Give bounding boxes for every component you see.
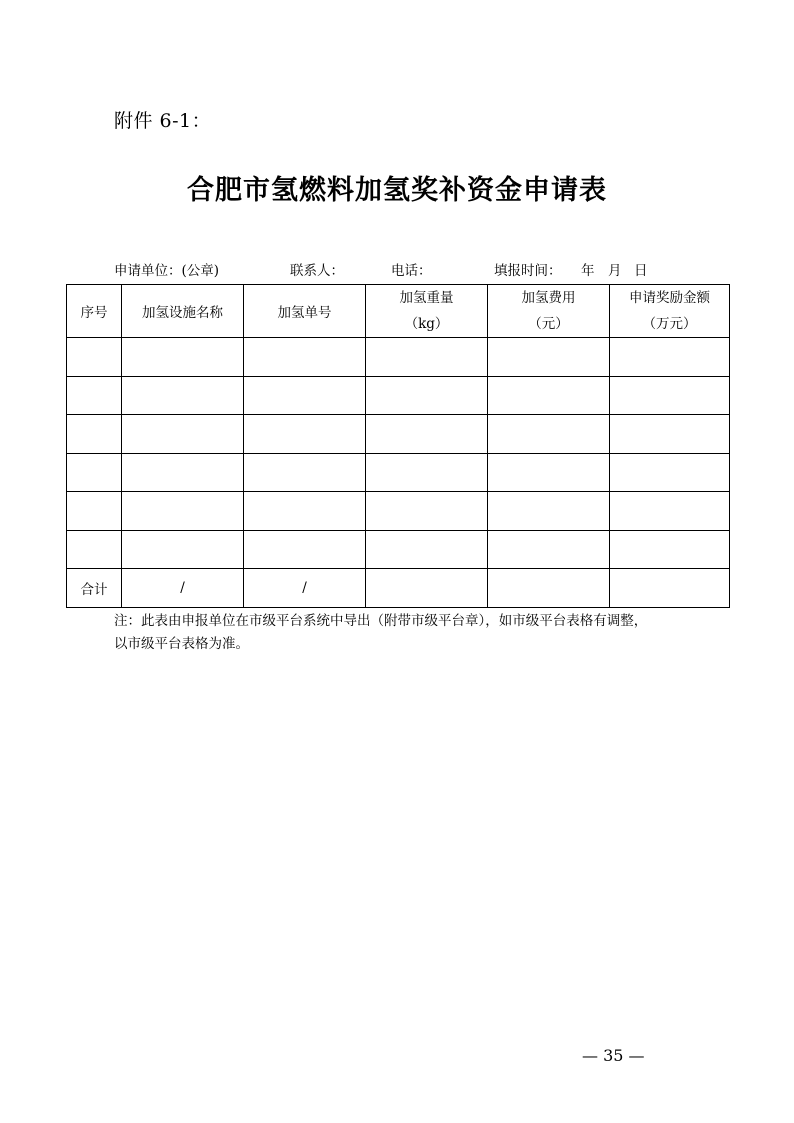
cell-seq[interactable] <box>67 492 122 531</box>
cell-seq[interactable] <box>67 530 122 569</box>
cell-amount[interactable] <box>610 453 730 492</box>
header-weight-unit: （kg） <box>404 316 449 332</box>
cell-facility-name[interactable] <box>122 376 244 415</box>
cell-cost[interactable] <box>488 376 610 415</box>
footnote-line-1: 注：此表由申报单位在市级平台系统中导出（附带市级平台章），如市级平台表格有调整， <box>114 613 648 629</box>
cell-order-no[interactable] <box>244 492 366 531</box>
page-number: — 35 — <box>582 1046 645 1065</box>
table-header-row <box>67 285 730 338</box>
cell-amount[interactable] <box>610 376 730 415</box>
table-row <box>67 453 730 492</box>
cell-amount[interactable] <box>610 492 730 531</box>
total-label: 合计 <box>67 569 122 608</box>
applicant-info-row <box>0 259 794 279</box>
cell-weight[interactable] <box>366 492 488 531</box>
cell-amount[interactable] <box>610 338 730 377</box>
header-facility-name: 加氢设施名称 <box>122 285 244 338</box>
header-amount-unit: （万元） <box>642 316 697 332</box>
cell-order-no[interactable] <box>244 415 366 454</box>
header-weight-label: 加氢重量 <box>399 290 454 306</box>
cell-facility-name[interactable] <box>122 492 244 531</box>
header-cost-label: 加氢费用 <box>521 290 576 306</box>
cell-cost[interactable] <box>488 530 610 569</box>
header-seq: 序号 <box>67 285 122 338</box>
phone-label: 电话： <box>391 263 432 279</box>
total-row <box>67 569 730 608</box>
cell-cost[interactable] <box>488 338 610 377</box>
header-amount-label: 申请奖励金额 <box>629 290 710 306</box>
total-order-no: / <box>244 569 366 608</box>
cell-cost[interactable] <box>488 415 610 454</box>
cell-order-no[interactable] <box>244 338 366 377</box>
cell-order-no[interactable] <box>244 376 366 415</box>
footnote-line-2: 以市级平台表格为准。 <box>114 636 249 652</box>
cell-facility-name[interactable] <box>122 530 244 569</box>
header-cost-unit: （元） <box>528 316 569 332</box>
cell-cost[interactable] <box>488 492 610 531</box>
cell-facility-name[interactable] <box>122 415 244 454</box>
total-cost[interactable] <box>488 569 610 608</box>
cell-weight[interactable] <box>366 376 488 415</box>
document-title: 合肥市氢燃料加氢奖补资金申请表 <box>187 175 607 206</box>
cell-order-no[interactable] <box>244 530 366 569</box>
header-cost <box>488 285 610 338</box>
month-label: 月 <box>608 263 622 279</box>
contact-label: 联系人： <box>290 263 344 279</box>
cell-facility-name[interactable] <box>122 338 244 377</box>
cell-weight[interactable] <box>366 338 488 377</box>
day-label: 日 <box>634 263 648 279</box>
cell-weight[interactable] <box>366 453 488 492</box>
cell-seq[interactable] <box>67 415 122 454</box>
header-weight <box>366 285 488 338</box>
header-amount <box>610 285 730 338</box>
cell-weight[interactable] <box>366 415 488 454</box>
cell-weight[interactable] <box>366 530 488 569</box>
total-amount[interactable] <box>610 569 730 608</box>
cell-seq[interactable] <box>67 453 122 492</box>
fill-time-label: 填报时间： <box>494 263 562 279</box>
table-row <box>67 376 730 415</box>
table-row <box>67 492 730 531</box>
total-facility-name: / <box>122 569 244 608</box>
header-order-no: 加氢单号 <box>244 285 366 338</box>
cell-order-no[interactable] <box>244 453 366 492</box>
cell-amount[interactable] <box>610 415 730 454</box>
cell-amount[interactable] <box>610 530 730 569</box>
total-weight[interactable] <box>366 569 488 608</box>
cell-seq[interactable] <box>67 376 122 415</box>
attachment-label: 附件 6-1： <box>114 110 212 132</box>
footnote <box>114 610 714 656</box>
table-row <box>67 415 730 454</box>
cell-facility-name[interactable] <box>122 453 244 492</box>
application-table <box>66 284 730 608</box>
applicant-label: 申请单位：(公章) <box>114 263 220 279</box>
cell-seq[interactable] <box>67 338 122 377</box>
table-row <box>67 530 730 569</box>
year-label: 年 <box>581 263 595 279</box>
cell-cost[interactable] <box>488 453 610 492</box>
table-row <box>67 338 730 377</box>
